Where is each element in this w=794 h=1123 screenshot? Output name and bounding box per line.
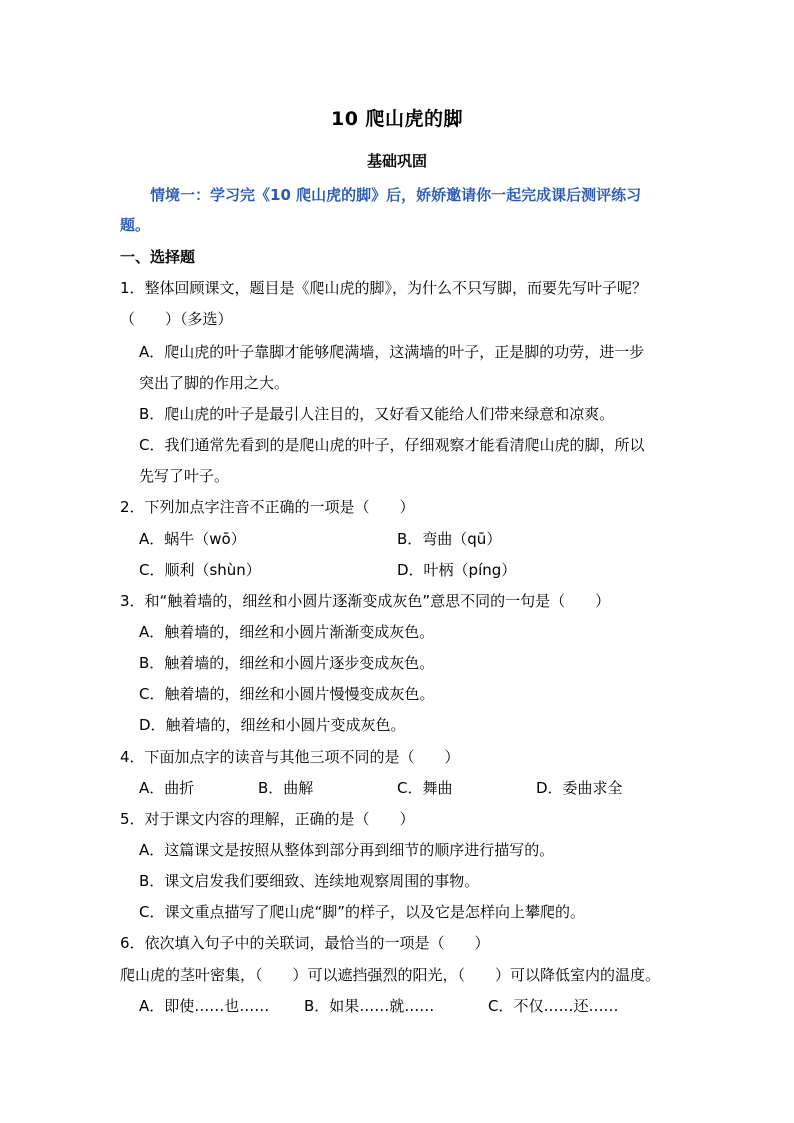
question-3-stem: 3．和“触着墙的，细丝和小圆片逐渐变成灰色”意思不同的一句是（ ） (120, 592, 611, 610)
question-4-option-b: B．曲解 (258, 779, 314, 797)
question-5-stem: 5．对于课文内容的理解，正确的是（ ） (120, 810, 415, 828)
question-6-option-a: A．即使……也…… (139, 997, 270, 1015)
question-1-option-a-continued: 突出了脚的作用之大。 (139, 374, 290, 392)
question-3-option-c: C．触着墙的，细丝和小圆片慢慢变成灰色。 (139, 685, 435, 703)
page-title: 10 爬山虎的脚 (330, 108, 464, 130)
section-subtitle: 基础巩固 (366, 152, 427, 170)
question-4-option-a: A．曲折 (139, 779, 195, 797)
question-6-stem: 6．依次填入句子中的关联词，最恰当的一项是（ ） (120, 934, 490, 952)
section-heading: 一、选择题 (120, 248, 196, 266)
question-6-option-b: B．如果……就…… (304, 997, 435, 1015)
scenario-text: 情境一：学习完《10 爬山虎的脚》后，娇娇邀请你一起完成课后测评练习 (150, 186, 642, 204)
question-4-option-d: D．委曲求全 (536, 779, 623, 797)
question-3-option-a: A．触着墙的，细丝和小圆片渐渐变成灰色。 (139, 623, 435, 641)
question-2-option-c: C．顺利（shùn） (139, 561, 261, 579)
question-6-option-c: C．不仅……还…… (488, 997, 619, 1015)
question-1-stem: 1．整体回顾课文，题目是《爬山虎的脚》，为什么不只写脚，而要先写叶子呢？ (120, 279, 648, 297)
question-2-stem: 2．下列加点字注音不正确的一项是（ ） (120, 498, 415, 516)
question-4-option-c: C．舞曲 (397, 779, 453, 797)
question-1-option-b: B．爬山虎的叶子是最引人注目的，又好看又能给人们带来绿意和凉爽。 (139, 405, 615, 423)
scenario-text-continued: 题。 (120, 216, 151, 234)
question-2-option-a: A．蜗牛（wō） (139, 530, 246, 548)
question-3-option-b: B．触着墙的，细丝和小圆片逐步变成灰色。 (139, 654, 435, 672)
question-5-option-a: A．这篇课文是按照从整体到部分再到细节的顺序进行描写的。 (139, 841, 555, 859)
question-2-option-d: D．叶柄（píng） (397, 561, 517, 579)
question-5-option-c: C．课文重点描写了爬山虎“脚”的样子，以及它是怎样向上攀爬的。 (139, 903, 586, 921)
question-1-option-c: C．我们通常先看到的是爬山虎的叶子，仔细观察才能看清爬山虎的脚，所以 (139, 436, 645, 454)
question-5-option-b: B．课文启发我们要细致、连续地观察周围的事物。 (139, 872, 480, 890)
question-4-stem: 4．下面加点字的读音与其他三项不同的是（ ） (120, 748, 460, 766)
question-1-stem-continued: （ ）（多选） (120, 310, 233, 328)
question-2-option-b: B．弯曲（qū） (397, 530, 502, 548)
question-1-option-a: A．爬山虎的叶子靠脚才能够爬满墙，这满墙的叶子，正是脚的功劳，进一步 (139, 343, 645, 361)
question-1-option-c-continued: 先写了叶子。 (139, 467, 230, 485)
question-3-option-d: D．触着墙的，细丝和小圆片变成灰色。 (139, 716, 406, 734)
question-6-sentence: 爬山虎的茎叶密集，（ ）可以遮挡强烈的阳光，（ ）可以降低室内的温度。 (120, 966, 661, 984)
